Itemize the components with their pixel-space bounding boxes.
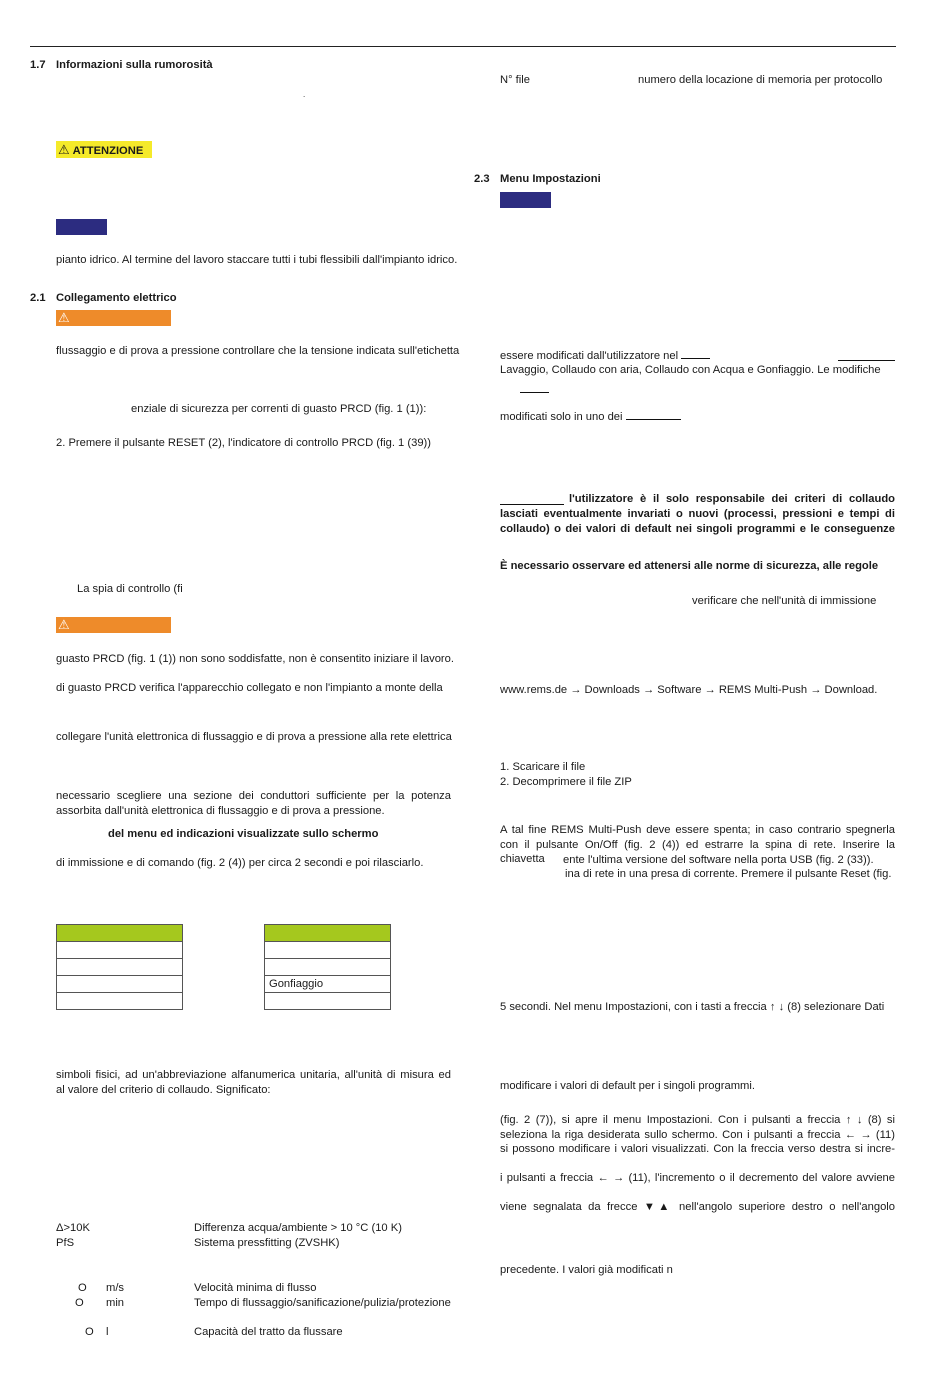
table-cell [57, 959, 183, 976]
table-header-cell [265, 925, 391, 942]
step-2: 2. Decomprimere il file ZIP [500, 776, 632, 788]
paragraph-defaults: modificare i valori di default per i singoli programmi. [500, 1080, 755, 1092]
table-cell-inflation: Gonfiaggio [265, 976, 391, 993]
top-rule [30, 46, 896, 47]
attention-text: ATTENZIONE [72, 145, 144, 157]
symbol-delta: Δ>10K [56, 1222, 90, 1234]
blank-line [520, 382, 549, 393]
paragraph-modified-a-text: essere modificati dall'utilizzatore nel [500, 350, 679, 362]
stray-mark: . [303, 90, 306, 99]
paragraph-voltage: flussaggio e di prova a pressione controllare che la tensione indicata sull'etichetta [56, 345, 460, 357]
paragraph-symbols-1: simboli fisici, ad un'abbreviazione alfanumerica unitaria, all'unità di misura ed [56, 1069, 451, 1081]
paragraph-mains: collegare l'unità elettronica di flussaggio e di prova a pressione alla rete elettrica [56, 731, 452, 743]
symbol-time-desc: Tempo di flussaggio/sanificazione/pulizia/protezione [194, 1297, 451, 1309]
blank-line [681, 348, 710, 359]
table-cell [265, 959, 391, 976]
paragraph-previous: precedente. I valori già modificati n [500, 1264, 673, 1276]
section-title-electrical: Collegamento elettrico [56, 292, 177, 304]
paragraph-verify: di guasto PRCD verifica l'apparecchio collegato e non l'impianto a monte della [56, 682, 443, 694]
paragraph-arrows-2: seleziona la riga desiderata sullo schermo. Con i pulsanti a freccia ← → (11) [500, 1129, 895, 1141]
paragraph-reset: 2. Premere il pulsante RESET (2), l'indicatore di controllo PRCD (fig. 1 (39)) [56, 437, 431, 449]
note-marker-right [500, 192, 551, 208]
section-title-settings: Menu Impostazioni [500, 173, 601, 185]
paragraph-increment: i pulsanti a freccia ← → (11), l'incremento o il decremento del valore avviene [500, 1172, 895, 1184]
symbol-time-unit: min [106, 1297, 125, 1309]
symbol-capacity-mark: O [85, 1326, 94, 1338]
blank-line [838, 350, 895, 361]
file-number-desc: numero della locazione di memoria per protocollo [638, 74, 883, 86]
file-number-label: N° file [500, 74, 530, 86]
paragraph-responsibility-3: collaudo) o dei valori di default nei singoli programmi e le conseguenze [500, 523, 895, 535]
table-header-cell [57, 925, 183, 942]
paragraph-update-1: A tal fine REMS Multi-Push deve essere spenta; in caso contrario spegnerla [500, 824, 895, 836]
paragraph-responsibility-1: l'utilizzatore è il solo responsabile dei criteri di collaudo [569, 493, 895, 505]
section-number-2-3: 2.3 [474, 173, 490, 185]
paragraph-conductor-1: necessario scegliere una sezione dei conduttori sufficiente per la potenza [56, 790, 451, 802]
paragraph-modified-a [500, 348, 710, 363]
step-1: 1. Scaricare il file [500, 761, 586, 773]
symbol-capacity-unit: l [106, 1326, 109, 1338]
section-number-1-7: 1.7 [30, 59, 46, 71]
table-cell [57, 942, 183, 959]
paragraph-conductor-2: assorbita dall'unità elettronica di flussaggio e di prova a pressione. [56, 805, 385, 817]
blank-line [500, 494, 564, 505]
symbol-pfs: PfS [56, 1237, 75, 1249]
paragraph-modified-b: Lavaggio, Collaudo con aria, Collaudo con Acqua e Gonfiaggio. Le modifiche [500, 364, 881, 376]
menu-heading: del menu ed indicazioni visualizzate sullo schermo [108, 828, 379, 840]
paragraph-update-3: ente l'ultima versione del software nella porta USB (fig. 2 (33)). [563, 854, 874, 866]
paragraph-command: di immissione e di comando (fig. 2 (4)) per circa 2 secondi e poi rilasciarlo. [56, 857, 424, 869]
symbol-velocity-unit: m/s [106, 1282, 125, 1294]
paragraph-one-of [500, 409, 681, 424]
table-cell [265, 942, 391, 959]
paragraph-responsibility-2: lasciati eventualmente invariati o nuovi (processi, pressioni e tempi di [500, 508, 895, 520]
warning-triangle-icon: ⚠ [58, 310, 70, 325]
symbol-delta-desc: Differenza acqua/ambiente > 10 °C (10 K) [194, 1222, 402, 1234]
program-table-right [264, 924, 391, 1010]
program-table-left [56, 924, 183, 1010]
table-cell [265, 993, 391, 1010]
warning-triangle-icon: ⚠ [58, 617, 70, 632]
paragraph-water-system: pianto idrico. Al termine del lavoro staccare tutti i tubi flessibili dall'impianto idrico. [56, 254, 458, 266]
warning-bar-2 [56, 617, 171, 633]
paragraph-fault: guasto PRCD (fig. 1 (1)) non sono soddisfatte, non è consentito iniziare il lavoro. [56, 653, 454, 665]
paragraph-prcd: enziale di sicurezza per correnti di guasto PRCD (fig. 1 (1)): [131, 403, 427, 415]
note-marker-left [56, 219, 107, 235]
symbol-velocity-desc: Velocità minima di flusso [194, 1282, 317, 1294]
paragraph-one-of-text: modificati solo in uno dei [500, 411, 623, 423]
symbol-velocity-mark: O [78, 1282, 87, 1294]
warning-triangle-icon: ⚠ [58, 142, 70, 157]
table-cell [57, 976, 183, 993]
symbol-time-mark: O [75, 1297, 84, 1309]
paragraph-update-4: ina di rete in una presa di corrente. Premere il pulsante Reset (fig. [565, 868, 892, 880]
download-path: www.rems.de → Downloads → Software → REMS Multi-Push → Download. [500, 684, 878, 696]
blank-line [626, 409, 681, 420]
attention-label [56, 141, 152, 158]
symbol-capacity-desc: Capacità del tratto da flussare [194, 1326, 343, 1338]
table-cell [57, 993, 183, 1010]
paragraph-verify-unit: verificare che nell'unità di immissione [692, 595, 877, 607]
section-number-2-1: 2.1 [30, 292, 46, 304]
paragraph-five-seconds: 5 secondi. Nel menu Impostazioni, con i tasti a freccia ↑ ↓ (8) selezionare Dati [500, 1001, 885, 1013]
paragraph-symbols-2: al valore del criterio di collaudo. Significato: [56, 1084, 271, 1096]
symbol-pfs-desc: Sistema pressfitting (ZVSHK) [194, 1237, 340, 1249]
paragraph-safety-rules: È necessario osservare ed attenersi alle norme di sicurezza, alle regole [500, 560, 879, 572]
warning-bar-1 [56, 310, 171, 326]
section-title-noise: Informazioni sulla rumorosità [56, 59, 213, 71]
paragraph-signalled: viene segnalata da frecce ▼▲ nell'angolo superiore destro o nell'angolo [500, 1201, 895, 1213]
paragraph-update-2: con il pulsante On/Off (fig. 2 (4)) ed estrarre la spina di rete. Inserire la chiavetta [500, 839, 895, 865]
paragraph-arrows-1: (fig. 2 (7)), si apre il menu Impostazioni. Con i pulsanti a freccia ↑ ↓ (8) si [500, 1114, 895, 1126]
paragraph-control-lamp: La spia di controllo (fi [77, 583, 183, 595]
paragraph-arrows-3: si possono modificare i valori visualizzati. Con la freccia verso destra si incre- [500, 1143, 895, 1155]
